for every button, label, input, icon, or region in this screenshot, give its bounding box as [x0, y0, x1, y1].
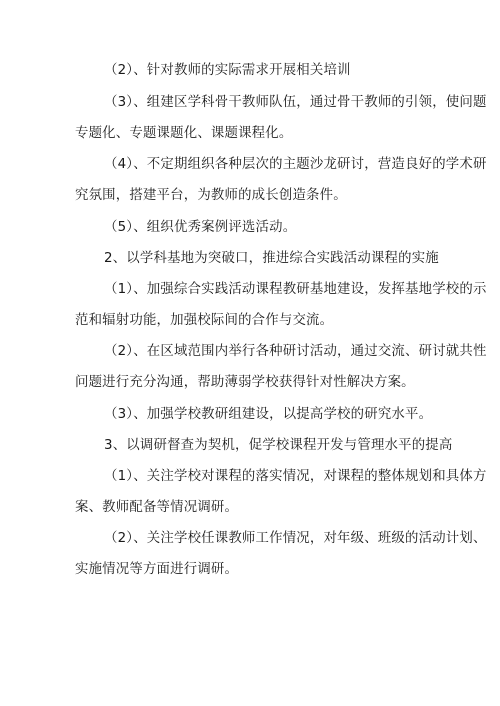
paragraph-line: 究氛围，搭建平台，为教师的成长创造条件。: [75, 188, 347, 203]
paragraph-line: 专题化、专题课题化、课题课程化。: [75, 126, 293, 141]
paragraph-line: （3）、加强学校教研组建设，以提高学校的研究水平。: [104, 407, 433, 422]
section-heading: 2、以学科基地为突破口，推进综合实践活动课程的实施: [104, 251, 439, 266]
paragraph-line: 实施情况等方面进行调研。: [75, 562, 239, 577]
paragraph-line: （1）、加强综合实践活动课程教研基地建设，发挥基地学校的示: [104, 282, 487, 297]
paragraph-line: 案、教师配备等情况调研。: [75, 500, 239, 515]
paragraph-line: （2）、在区域范围内举行各种研讨活动，通过交流、研讨就共性: [104, 344, 487, 359]
paragraph-line: （5）、组织优秀案例评选活动。: [104, 220, 297, 235]
paragraph-line: 问题进行充分沟通，帮助薄弱学校获得针对性解决方案。: [75, 375, 415, 390]
paragraph-line: （2）、针对教师的实际需求开展相关培训: [104, 63, 351, 78]
paragraph-line: （4）、不定期组织各种层次的主题沙龙研讨，营造良好的学术研: [104, 157, 487, 172]
paragraph-line: （1）、关注学校对课程的落实情况，对课程的整体规划和具体方: [104, 469, 487, 484]
paragraph-line: （2）、关注学校任课教师工作情况，对年级、班级的活动计划、: [104, 531, 487, 546]
paragraph-line: （3）、组建区学科骨干教师队伍，通过骨干教师的引领，使问题: [104, 95, 487, 110]
section-heading: 3、以调研督查为契机，促学校课程开发与管理水平的提高: [104, 438, 453, 453]
paragraph-line: 范和辐射功能，加强校际间的合作与交流。: [75, 313, 334, 328]
